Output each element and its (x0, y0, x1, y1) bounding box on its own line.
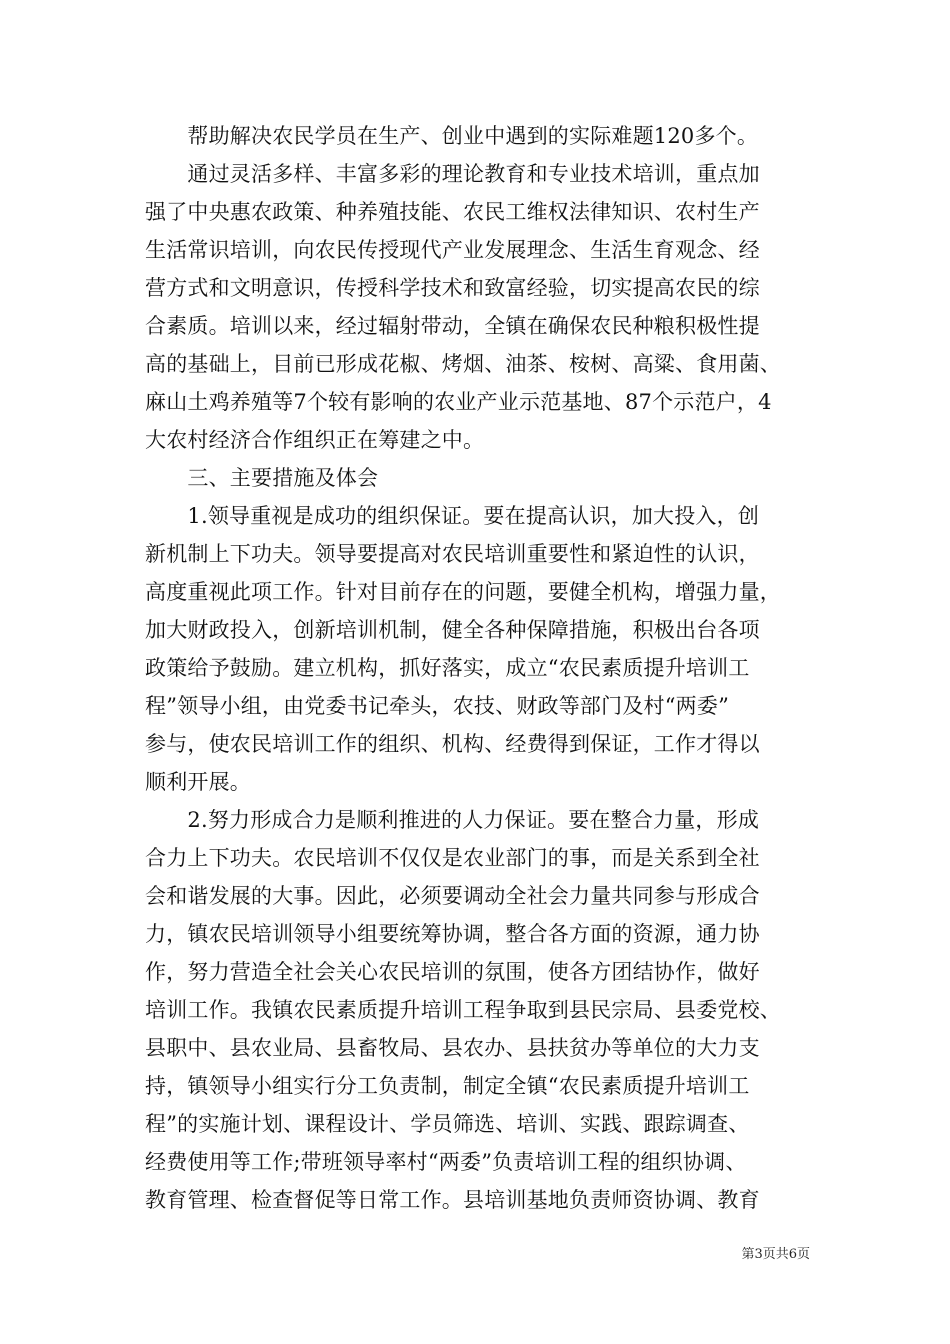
text-line: 经费使用等工作;带班领导率村“两委”负责培训工程的组织协调、 (145, 1150, 747, 1174)
page-number: 第3页共6页 (741, 1247, 810, 1262)
text-line: 生活常识培训，向农民传授现代产业发展理念、生活生育观念、经 (145, 238, 760, 262)
text-line: 持，镇领导小组实行分工负责制，制定全镇“农民素质提升培训工 (145, 1074, 750, 1098)
text-line: 高的基础上，目前已形成花椒、烤烟、油茶、桉树、高粱、食用菌、 (145, 352, 781, 376)
text-line: 大农村经济合作组织正在筹建之中。 (145, 428, 485, 452)
text-line: 作，努力营造全社会关心农民培训的氛围，使各方团结协作，做好 (145, 960, 760, 984)
text-line: 强了中央惠农政策、种养殖技能、农民工维权法律知识、农村生产 (145, 200, 760, 224)
text-line: 合素质。培训以来，经过辐射带动，全镇在确保农民种粮积极性提 (145, 314, 760, 338)
text-line: 合力上下功夫。农民培训不仅仅是农业部门的事，而是关系到全社 (145, 846, 760, 870)
text-line: 会和谐发展的大事。因此，必须要调动全社会力量共同参与形成合 (145, 884, 760, 908)
text-line: 参与，使农民培训工作的组织、机构、经费得到保证，工作才得以 (145, 732, 760, 756)
text-line: 麻山土鸡养殖等7个较有影响的农业产业示范基地、87个示范户，4 (145, 390, 772, 414)
text-line: 1.领导重视是成功的组织保证。要在提高认识，加大投入，创 (145, 504, 760, 528)
text-line: 政策给予鼓励。建立机构，抓好落实，成立“农民素质提升培训工 (145, 656, 750, 680)
text-line: 帮助解决农民学员在生产、创业中遇到的实际难题120多个。 (145, 124, 759, 148)
text-line: 程”领导小组，由党委书记牵头，农技、财政等部门及村“两委” (145, 694, 730, 718)
text-line: 高度重视此项工作。针对目前存在的问题，要健全机构，增强力量， (145, 580, 781, 604)
text-line: 程”的实施计划、课程设计、学员筛选、培训、实践、跟踪调查、 (145, 1112, 750, 1136)
text-line: 县职中、县农业局、县畜牧局、县农办、县扶贫办等单位的大力支 (145, 1036, 760, 1060)
text-line: 新机制上下功夫。领导要提高对农民培训重要性和紧迫性的认识， (145, 542, 760, 566)
section-heading: 三、主要措施及体会 (145, 466, 379, 490)
text-line: 加大财政投入，创新培训机制，健全各种保障措施，积极出台各项 (145, 618, 760, 642)
text-line: 培训工作。我镇农民素质提升培训工程争取到县民宗局、县委党校、 (145, 998, 781, 1022)
text-line: 通过灵活多样、丰富多彩的理论教育和专业技术培训，重点加 (145, 162, 760, 186)
text-line: 顺利开展。 (145, 770, 251, 794)
text-line: 教育管理、检查督促等日常工作。县培训基地负责师资协调、教育 (145, 1188, 760, 1212)
text-line: 力，镇农民培训领导小组要统筹协调，整合各方面的资源，通力协 (145, 922, 760, 946)
text-line: 营方式和文明意识，传授科学技术和致富经验，切实提高农民的综 (145, 276, 760, 300)
text-line: 2.努力形成合力是顺利推进的人力保证。要在整合力量，形成 (145, 808, 760, 832)
